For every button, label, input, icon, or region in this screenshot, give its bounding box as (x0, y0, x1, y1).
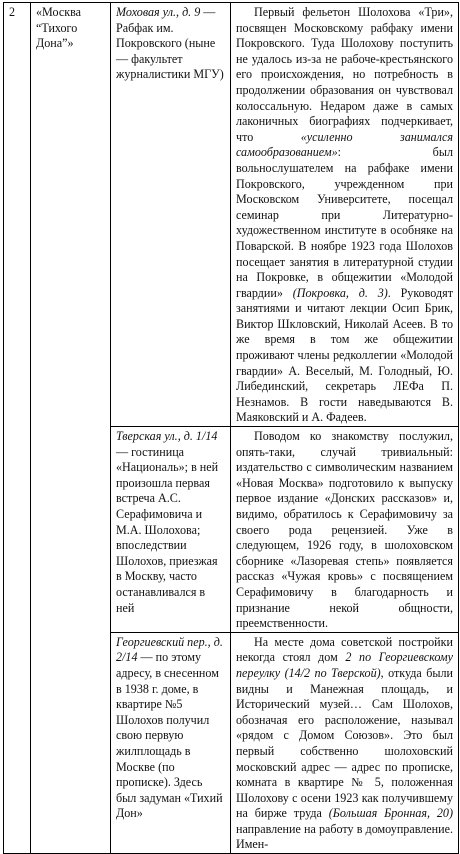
text-fragment: (Большая Бронная, 20) (328, 806, 453, 821)
text-fragment: направление на работу в домоуправление. Имен- (236, 821, 453, 852)
text-fragment: (Покровка, д. 3) (292, 285, 388, 300)
address-street: Моховая ул., д. 9 (116, 5, 201, 19)
address-description: — Рабфак им. Покровского (ныне — факультет журналистики МГУ) (116, 5, 224, 82)
text-fragment: Поводом ко знакомству послужил, опять-таки, случай тривиальный: издательство с символическим названием «Новая Москва» подготовило к выпуску первое издание «Донских рассказов» и, видимо, обратилось к Серафимовичу за своего рода рецензией. Уже в следующем, 1926 году, в шолоховском сборнике «Лазоревая степь» появляется рассказ «Чужая кровь» с посвящением Серафимовичу в благодарность и признание некой общности, преемственности. (236, 429, 453, 631)
section-title: «Москва “Тихого Дона”» (36, 5, 82, 51)
address-cell (111, 632, 231, 853)
address-cell (111, 427, 231, 633)
text-fragment: . Руководят занятиями и читают лекции Осип Брик, Виктор Шкловский, Николай Асеев. В то же время в том же общежитии проживают члены редколлегии «Молодой гвардии» А. Веселый, М. Голодный, Ю. Либединский, секретарь ЛЕФа П. Незнамов. В гости наведываются В. Маяковский и А. Фадеев. (236, 285, 453, 425)
address-description: — по этому адресу, в снесенном в 1938 г. доме, в квартире №5 Шолохов получил свою первую жилплощадь в Москве (по прописке). Здесь был задуман «Тихий Дон» (116, 650, 223, 821)
text-fragment: На месте дома советской постройки некогда стоял дом (236, 634, 453, 665)
text-fragment: , откуда были видны и Манежная площадь, и Исторический музей… Сам Шолохов, обозначая его расположение, называл «рядом с Домом Союзов». Это был первый собственно шолоховский московский адрес — адрес по прописке, комната в квартире № 5, положенная Шолохову с осени 1923 как получившему на бирже труда (236, 665, 453, 821)
section-title-cell (31, 3, 111, 854)
description-cell (231, 427, 459, 633)
text-fragment: : был вольнослушателем на рабфаке имени Покровского, учрежденном при Московском Университете, посещал семинар при Литературно-художественном институте в особняке на Поварской. В ноябре 1923 года Шолохов посещает занятия в литературной студии на Покровке, в общежитии «Молодой гвардии» (236, 145, 453, 300)
description-paragraph (236, 5, 453, 426)
places-table (3, 2, 459, 854)
address-street: Тверская ул., д. 1/14 (116, 429, 218, 444)
description-cell (231, 632, 459, 853)
text-fragment: 2 по Георгиевскому переулку (14/2 по Тверской) (236, 650, 453, 680)
text-fragment: Первый фельетон Шолохова «Три», посвящен Московскому рабфаку имени Покровского. Туда Шолохову поступить не удалось из-за не рабоче-крестьянского его происхождения, но потребность в продолжении образования он чувствовал колоссальную. Недаром даже в самых лаконичных биографиях подчеркивает, что (236, 5, 453, 144)
description-paragraph (236, 429, 453, 632)
address-street: Георгиевский пер., д. 2/14 (116, 634, 223, 665)
description-cell (231, 3, 459, 427)
row-number: 2 (9, 5, 16, 19)
table-row (4, 3, 459, 427)
row-number-cell (4, 3, 31, 854)
address-description: — гостиница «Националь»; в ней произошла первая встреча А.С. Серафимовича и М.А. Шолохова; впоследствии Шолохов, приезжая в Москву, часто останавливался в ней (116, 444, 219, 615)
address-cell (111, 3, 231, 427)
text-fragment: «усиленно занимался самообразованием» (236, 129, 453, 160)
description-paragraph (236, 635, 453, 853)
